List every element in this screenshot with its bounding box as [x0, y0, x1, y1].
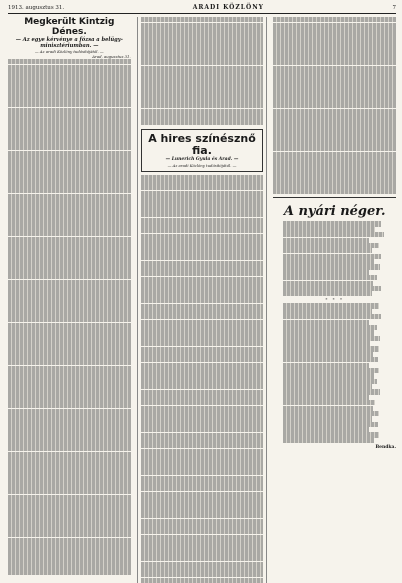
article-dateline: Arad, augusztus 31. — [92, 54, 131, 59]
article-body-2a — [141, 17, 264, 124]
box-headline: A hires színésznő fia. — [148, 131, 256, 157]
poem-title: A nyári néger. — [283, 204, 386, 220]
column-2 — [137, 17, 268, 583]
poem-stanza-1 — [273, 221, 396, 296]
page-header — [8, 4, 396, 14]
box-subtitle: — Lunerich Gyula és Arad. — — [165, 156, 239, 162]
column-3 — [273, 17, 396, 583]
header-page-number: 7 — [392, 5, 396, 11]
article-title: Megkerült Kintzig Dénes. — [24, 17, 115, 37]
article-byline: — Az aradi Közlöny tudósítójától. — — [34, 49, 104, 54]
article-body-3a — [273, 17, 396, 194]
article-subtitle: — Az egye kérvénye a fózsa a belügy-minisztériumban. — — [15, 37, 123, 49]
poem-signature: Bendka. — [375, 445, 397, 450]
box-byline: — Az aradi Közlöny tudósítójától. — — [167, 162, 237, 168]
header-date: 1913. augusztus 31. — [8, 5, 65, 11]
stanza-separator: * * * — [325, 297, 344, 303]
headline-box — [141, 129, 264, 172]
section-divider — [273, 197, 396, 198]
header-masthead: ARADI KÖZLÖNY — [192, 4, 264, 11]
article-body-2b — [141, 175, 264, 583]
column-1 — [8, 17, 131, 583]
poem-stanza-2 — [273, 303, 396, 443]
article-body-1 — [8, 59, 131, 575]
